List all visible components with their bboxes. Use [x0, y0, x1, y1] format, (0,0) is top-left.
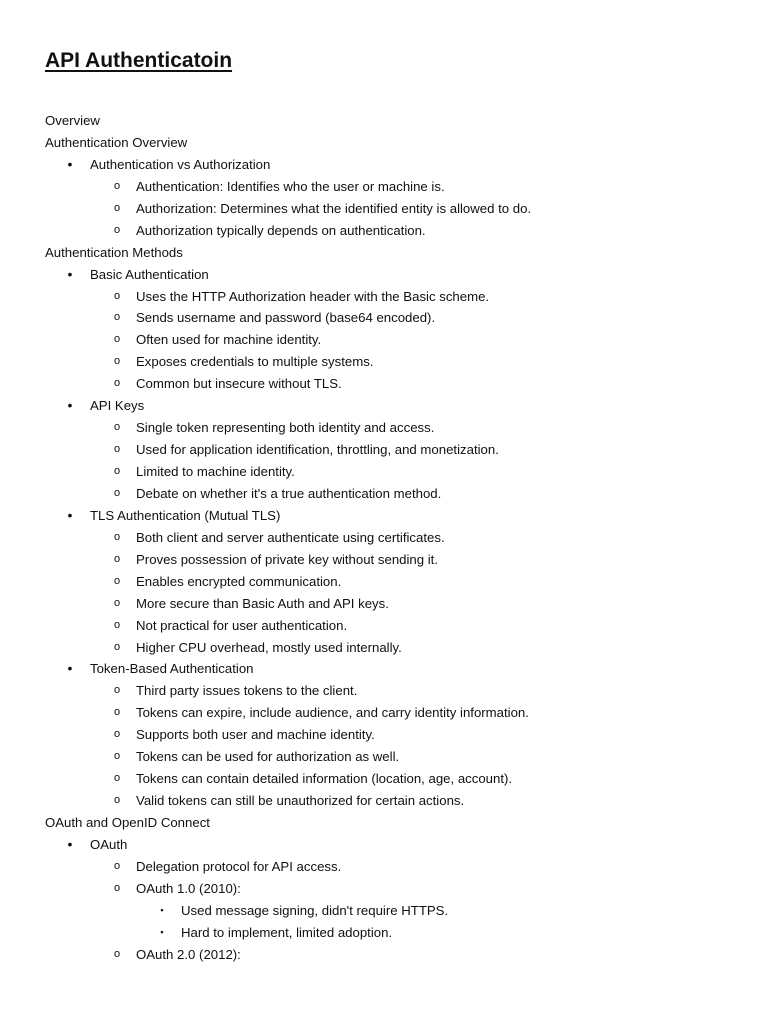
- bullet-level-2: o: [113, 574, 121, 587]
- line-text: Common but insecure without TLS.: [136, 376, 342, 392]
- line-text: Authentication Overview: [45, 134, 188, 150]
- outline-list: [0, 110, 768, 966]
- bullet-level-2: o: [113, 201, 121, 214]
- line-text: Proves possession of private key without sending it.: [136, 551, 439, 567]
- line-text: Tokens can expire, include audience, and carry identity information.: [136, 705, 529, 721]
- bullet-level-1: •: [67, 397, 73, 414]
- list-item: [0, 351, 768, 373]
- bullet-level-3: ▪: [160, 904, 164, 915]
- bullet-level-2: o: [113, 289, 121, 302]
- line-text: OAuth 1.0 (2010):: [136, 880, 241, 896]
- line-text: Both client and server authenticate using certificates.: [136, 529, 445, 545]
- line-text: Not practical for user authentication.: [136, 617, 348, 633]
- line-text: Token-Based Authentication: [90, 661, 254, 677]
- line-text: Uses the HTTP Authorization header with the Basic scheme.: [136, 288, 490, 304]
- line-text: Delegation protocol for API access.: [136, 858, 342, 874]
- line-text: Limited to machine identity.: [136, 464, 295, 479]
- line-text: Sends username and password (base64 encoded).: [136, 310, 436, 326]
- bullet-level-2: o: [113, 443, 121, 456]
- bullet-level-2: o: [113, 859, 121, 872]
- list-item: [0, 702, 768, 724]
- line-text: Enables encrypted communication.: [136, 573, 342, 589]
- list-item: [0, 329, 768, 351]
- list-item: [0, 571, 768, 593]
- bullet-level-2: o: [113, 355, 121, 368]
- line-text: Authorization: Determines what the identified entity is allowed to do.: [136, 200, 532, 216]
- list-item: [0, 220, 768, 242]
- list-item: [0, 922, 768, 944]
- list-item: [0, 373, 768, 395]
- line-text: Authentication Methods: [45, 244, 183, 260]
- line-text: API Keys: [90, 398, 145, 414]
- list-item: [0, 549, 768, 571]
- line-text: Third party issues tokens to the client.: [136, 683, 358, 699]
- section-heading: [0, 242, 768, 264]
- bullet-level-1: •: [67, 506, 73, 523]
- bullet-level-2: o: [113, 684, 121, 697]
- list-item: [0, 658, 768, 680]
- list-item: [0, 900, 768, 922]
- line-text: Tokens can be used for authorization as well.: [136, 749, 400, 765]
- list-item: [0, 878, 768, 900]
- list-item: [0, 680, 768, 702]
- bullet-level-1: •: [67, 660, 73, 677]
- line-text: Authentication vs Authorization: [90, 156, 271, 172]
- list-item: [0, 154, 768, 176]
- list-item: [0, 264, 768, 286]
- list-item: [0, 417, 768, 439]
- line-text: Authorization typically depends on authentication.: [136, 222, 426, 238]
- line-text: Supports both user and machine identity.: [136, 727, 375, 743]
- line-text: OAuth 2.0 (2012):: [136, 946, 241, 962]
- bullet-level-2: o: [113, 794, 121, 807]
- list-item: [0, 834, 768, 856]
- list-item: [0, 198, 768, 220]
- line-text: Debate on whether it's a true authentication method.: [136, 485, 442, 501]
- bullet-level-2: o: [113, 311, 121, 324]
- bullet-level-2: o: [113, 377, 121, 390]
- bullet-level-1: •: [67, 155, 73, 172]
- list-item: [0, 439, 768, 461]
- list-item: [0, 768, 768, 790]
- list-item: [0, 637, 768, 659]
- list-item: [0, 286, 768, 308]
- bullet-level-2: o: [113, 530, 121, 543]
- section-heading: [0, 812, 768, 834]
- section-heading: [0, 132, 768, 154]
- bullet-level-2: o: [113, 179, 121, 192]
- list-item: [0, 724, 768, 746]
- bullet-level-2: o: [113, 465, 121, 477]
- bullet-level-1: •: [67, 265, 73, 282]
- list-item: [0, 527, 768, 549]
- line-text: Valid tokens can still be unauthorized for certain actions.: [136, 793, 465, 809]
- bullet-level-2: o: [113, 596, 121, 609]
- bullet-level-2: o: [113, 772, 121, 785]
- list-item: [0, 615, 768, 637]
- bullet-level-2: o: [113, 333, 121, 346]
- document-title: API Authenticatoin: [45, 49, 233, 72]
- line-text: TLS Authentication (Mutual TLS): [90, 507, 281, 523]
- bullet-level-2: o: [113, 486, 121, 499]
- bullet-level-2: o: [113, 223, 121, 236]
- bullet-level-2: o: [113, 552, 121, 565]
- bullet-level-2: o: [113, 640, 121, 653]
- line-text: Used message signing, didn't require HTTPS.: [181, 902, 449, 918]
- bullet-level-2: o: [113, 421, 121, 434]
- line-text: Basic Authentication: [90, 266, 209, 282]
- line-text: Hard to implement, limited adoption.: [181, 924, 393, 940]
- list-item: [0, 790, 768, 812]
- line-text: Overview: [45, 113, 100, 128]
- list-item: [0, 944, 768, 966]
- bullet-level-2: o: [113, 947, 121, 960]
- section-heading: [0, 110, 768, 132]
- bullet-level-3: ▪: [160, 926, 164, 937]
- line-text: Used for application identification, throttling, and monetization.: [136, 442, 499, 458]
- line-text: OAuth: [90, 836, 128, 852]
- list-item: [0, 746, 768, 768]
- list-item: [0, 505, 768, 527]
- line-text: Tokens can contain detailed information (location, age, account).: [136, 771, 513, 787]
- bullet-level-2: o: [113, 728, 121, 741]
- line-text: More secure than Basic Auth and API keys.: [136, 595, 389, 611]
- line-text: Exposes credentials to multiple systems.: [136, 354, 374, 370]
- line-text: Often used for machine identity.: [136, 332, 322, 348]
- bullet-level-2: o: [113, 750, 121, 763]
- line-text: OAuth and OpenID Connect: [45, 815, 210, 830]
- bullet-level-2: o: [113, 881, 121, 894]
- list-item: [0, 176, 768, 198]
- list-item: [0, 307, 768, 329]
- line-text: Higher CPU overhead, mostly used internally.: [136, 639, 402, 655]
- list-item: [0, 461, 768, 483]
- line-text: Authentication: Identifies who the user or machine is.: [136, 178, 445, 194]
- list-item: [0, 856, 768, 878]
- line-text: Single token representing both identity and access.: [136, 420, 435, 436]
- list-item: [0, 395, 768, 417]
- bullet-level-1: •: [67, 835, 73, 852]
- bullet-level-2: o: [113, 706, 121, 719]
- bullet-level-2: o: [113, 618, 121, 631]
- list-item: [0, 483, 768, 505]
- list-item: [0, 593, 768, 615]
